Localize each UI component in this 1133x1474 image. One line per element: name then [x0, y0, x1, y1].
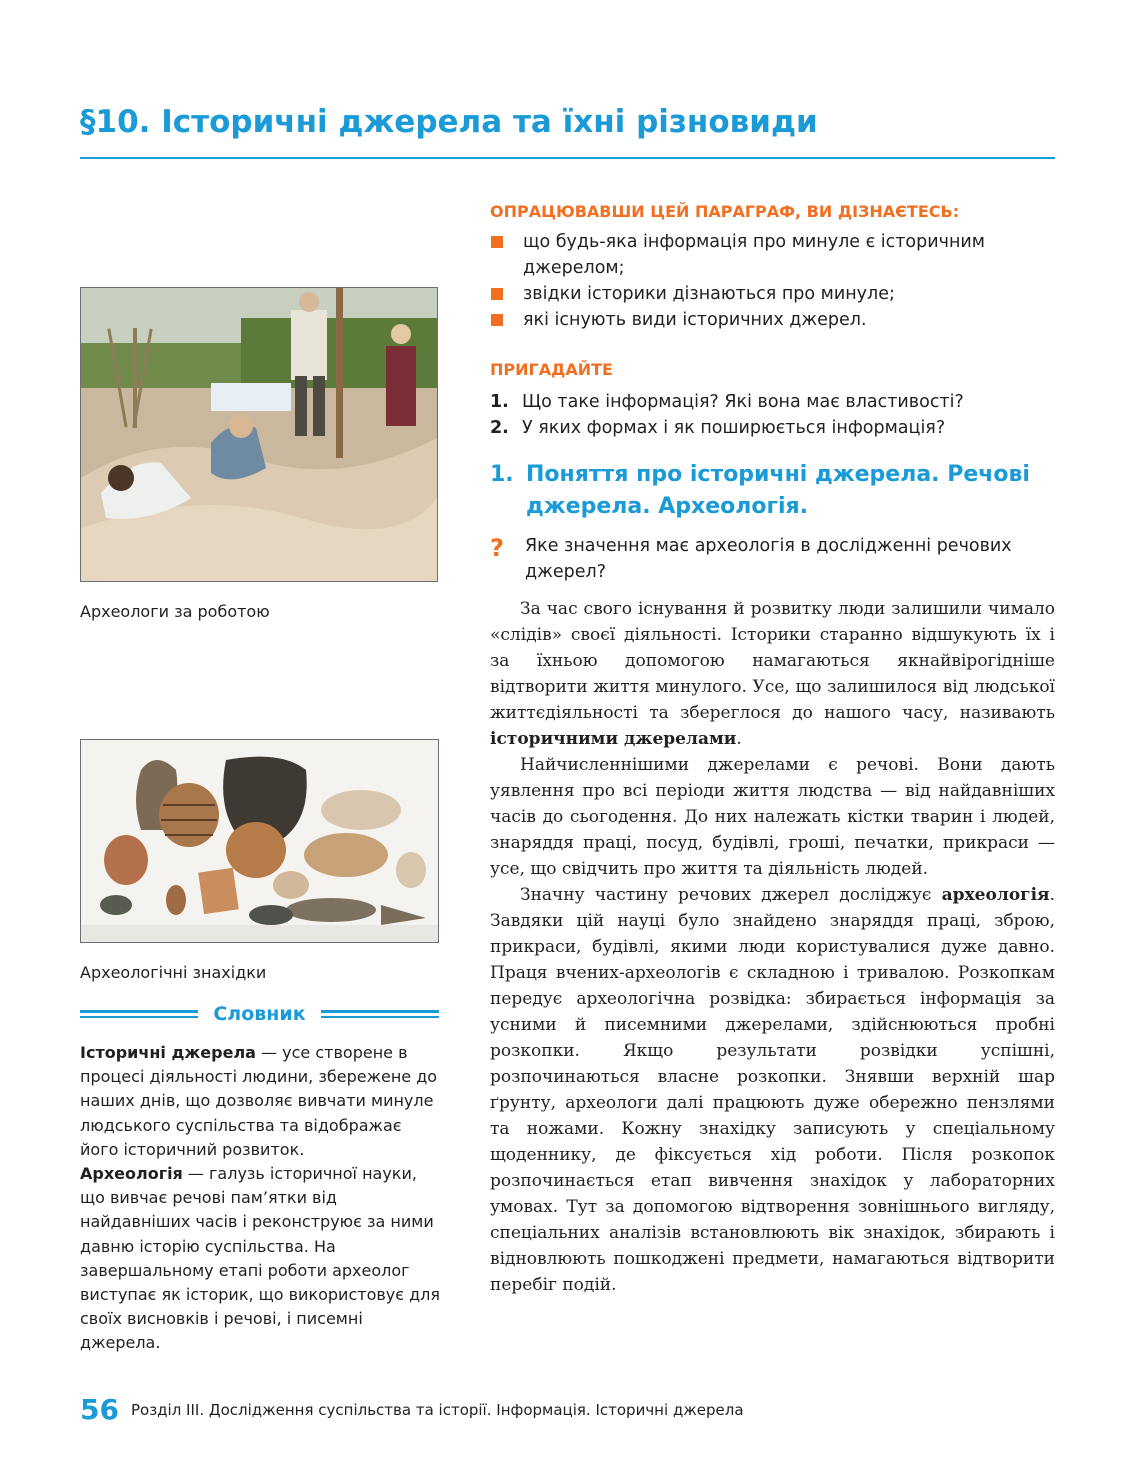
- paragraph: [490, 596, 1055, 752]
- glossary-header: [80, 1003, 439, 1029]
- list-item: [490, 307, 1050, 333]
- objective-text: які існують види історичних джерел.: [523, 310, 867, 330]
- glossary-definition: — галузь історичної науки, що вивчає речові пам’ятки від найдавніших часів і реконструює за ними давню історію суспільства. На завершальному етапі роботи археолог виступає як історик, що використовує для своїх висновків і речові, і писемні джерела.: [80, 1164, 441, 1353]
- recall-text: Що таке інформація? Які вона має властивості?: [522, 392, 964, 412]
- glossary-entry: [80, 1162, 442, 1356]
- list-item: [490, 229, 1050, 281]
- recall-number: 1.: [490, 392, 509, 412]
- figure-caption: Археологи за роботою: [80, 602, 270, 621]
- glossary-title: Словник: [203, 1003, 315, 1025]
- bullet-square-icon: [491, 236, 503, 248]
- text-run: .: [736, 729, 742, 749]
- question-text: Яке значення має археологія в дослідженні речових джерел?: [525, 536, 1012, 582]
- objectives-list: [490, 229, 1050, 333]
- section-number: 1.: [490, 462, 514, 487]
- key-term: історичними джерелами: [490, 729, 737, 749]
- recall-number: 2.: [490, 418, 509, 438]
- title-rule: [80, 157, 1055, 159]
- figure-caption: Археологічні знахідки: [80, 963, 267, 982]
- main-text: [490, 596, 1055, 1298]
- text-run: Значну частину речових джерел досліджує: [520, 885, 942, 905]
- archaeologists-photo: [80, 287, 438, 582]
- section-heading: [490, 459, 1050, 523]
- glossary-definition: — усе створене в процесі діяльності людини, збережене до наших днів, що дозволяє вивчати минуле людського суспільства та відображає його історичний розвиток.: [80, 1043, 438, 1159]
- artifacts-photo: [80, 739, 439, 943]
- key-term: археологія: [941, 885, 1050, 905]
- page-number: 56: [80, 1393, 119, 1426]
- bullet-square-icon: [491, 288, 503, 300]
- list-item: [490, 281, 1050, 307]
- question-mark-icon: ?: [490, 534, 504, 562]
- objectives-heading: ОПРАЦЮВАВШИ ЦЕЙ ПАРАГРАФ, ВИ ДІЗНАЄТЕСЬ:: [490, 202, 960, 221]
- recall-list: [490, 389, 1050, 441]
- list-item: [490, 415, 1050, 441]
- glossary-entry: [80, 1041, 442, 1162]
- text-run: . Завдяки цій науці було знайдено знаряддя праці, зброю, прикраси, будівлі, якими люди користувалися дуже давно. Праця вчених-археологів є складною і тривалою. Розкопкам передує археологічна розвідка: збирається інформація за усними й писемними джерелами, здійснюються пробні розкопки. Якщо результати розвідки успішні, розпочинаються власне розкопки. Знявши верхній шар ґрунту, археологи далі працюють дуже обережно пензлями та ножами. Кожну знахідку записують у спеціальному щоденнику, де фіксується хід роботи. Після розкопок розпочинається етап вивчення знахідок у лабораторних умовах. Тут за допомогою відтворення зовнішнього вигляду, спеціальних аналізів встановлюють вік знахідок, збирають і відновлюють пошкоджені предмети, намагаються відтворити перебіг подій.: [490, 885, 1055, 1295]
- recall-heading: ПРИГАДАЙТЕ: [490, 360, 613, 379]
- section-title: Поняття про історичні джерела. Речові джерела. Археологія.: [526, 462, 1030, 519]
- text-run: Найчисленнішими джерелами є речові. Вони дають уявлення про всі періоди життя людства — від найдавніших часів до сьогодення. До них належать кістки тварин і людей, знаряддя праці, посуд, будівлі, гроші, печатки, прикраси — усе, що свідчить про життя та діяльність людей.: [490, 755, 1055, 879]
- glossary-body: [80, 1041, 442, 1356]
- glossary-term: Археологія: [80, 1164, 183, 1184]
- objective-text: що будь-яка інформація про минуле є історичним джерелом;: [523, 232, 985, 278]
- list-item: [490, 389, 1050, 415]
- text-run: За час свого існування й розвитку люди залишили чимало «слідів» своєї діяльності. Історики старанно відшукують їх і за їхньою допомогою намагаються якнайвірогідніше відтворити життя минулого. Усе, що залишилося від людської життєдіяльності та збереглося до нашого часу, називають: [490, 599, 1055, 723]
- page-footer: [80, 1393, 744, 1426]
- recall-text: У яких формах і як поширюється інформація?: [522, 418, 946, 438]
- bullet-square-icon: [491, 314, 503, 326]
- glossary-term: Історичні джерела: [80, 1043, 256, 1062]
- running-footer: Розділ ІІІ. Дослідження суспільства та історії. Інформація. Історичні джерела: [130, 1400, 744, 1419]
- paragraph: [490, 882, 1055, 1298]
- paragraph: [490, 752, 1055, 882]
- objective-text: звідки історики дізнаються про минуле;: [523, 284, 895, 304]
- question-block: [490, 533, 1055, 585]
- page-title: §10. Історичні джерела та їхні різновиди: [80, 104, 818, 140]
